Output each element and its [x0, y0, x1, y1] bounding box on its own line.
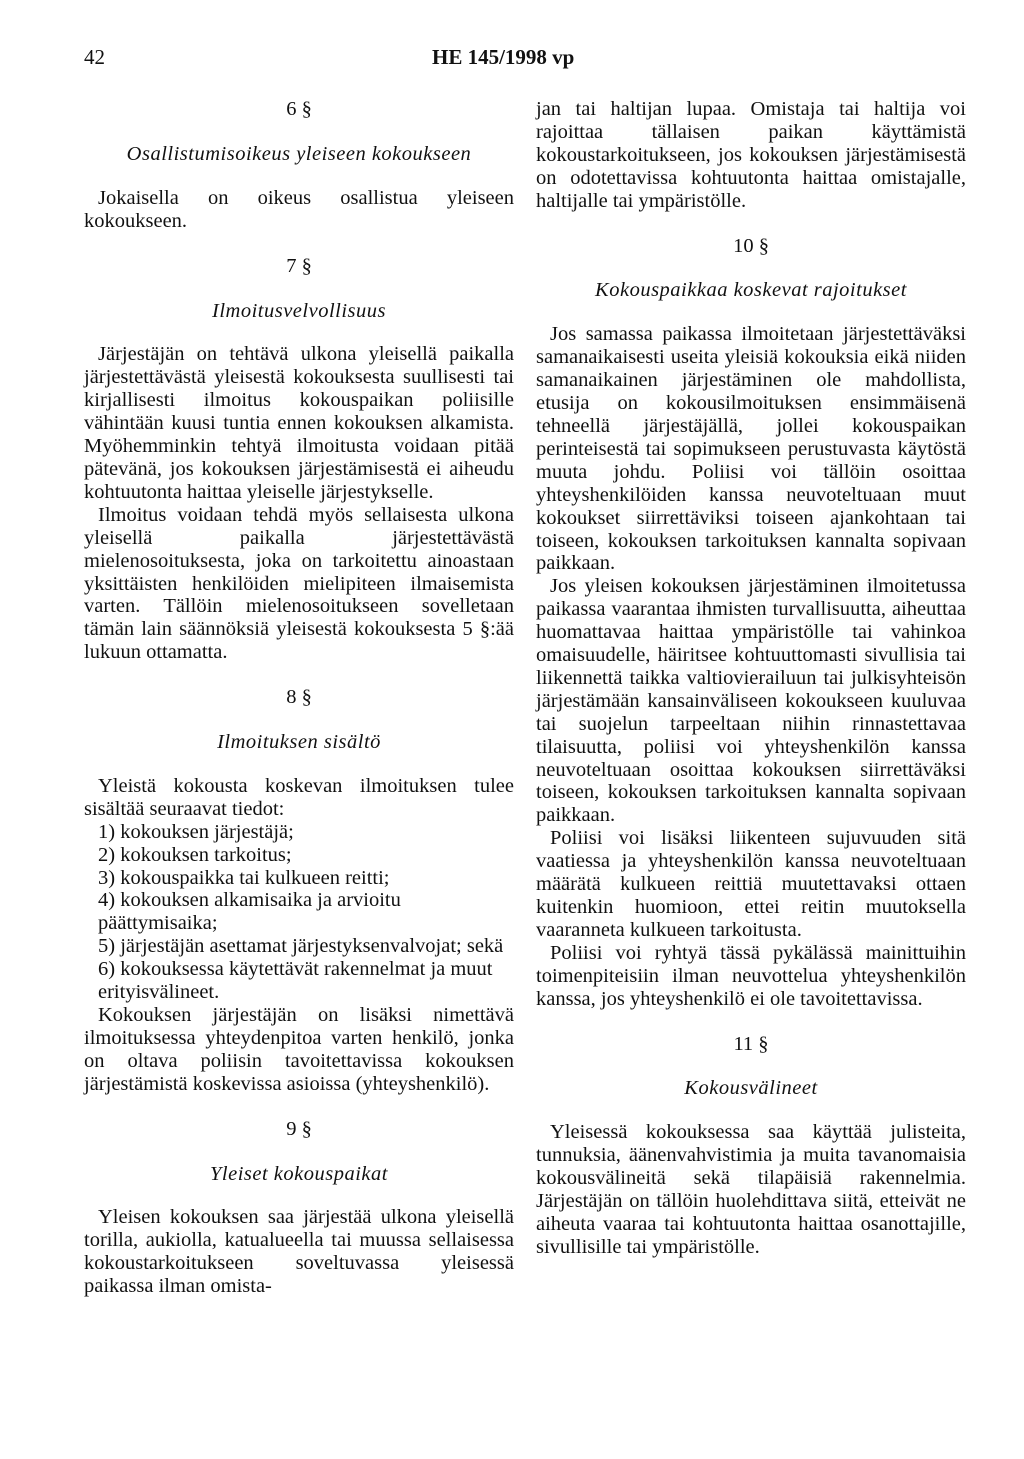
paragraph: Yleisessä kokouksessa saa käyttää julisteita, tunnuksia, äänenvahvistimia ja muita tavanomaisia kokousvälineitä sekä tilapäisiä rakennelmia. Järjestäjän on tällöin huolehdittava siitä, etteivät ne aiheuta vaaraa tai kohtuutonta haittaa osanottajille, sivullisille tai ympäristölle.: [536, 1121, 966, 1258]
list-item: 5) järjestäjän asettamat järjestyksenvalvojat; sekä: [98, 935, 504, 958]
list-item: 1) kokouksen järjestäjä;: [98, 820, 294, 843]
list-item: 2) kokouksen tarkoitus;: [98, 843, 292, 866]
list-item: 4) kokouksen alkamisaika ja arvioitu päättymisaika;: [98, 889, 401, 935]
section-number: 10 §: [733, 234, 769, 257]
paragraph: Jos samassa paikassa ilmoitetaan järjestettäväksi samanaikaisesti useita yleisiä kokouksia eikä niiden samanaikainen järjestäminen ole mahdollista, etusija on kokousilmoituksen ensimmäisenä tehneellä järjestäjällä, jollei kokouspaikan perinteisestä tai sopimukseen perustuvasta käytöstä muuta johdu. Poliisi voi tällöin osoittaa yhteyshenkilöiden kanssa neuvoteltuaan muut kokoukset siirrettäviksi toiseen ajankohtaan tai toiseen, kokouksen tarkoituksen kannalta sopivaan paikkaan.: [536, 323, 966, 575]
section-heading: Kokousvälineet: [684, 1077, 818, 1100]
paragraph: Poliisi voi lisäksi liikenteen sujuvuuden sitä vaatiessa ja yhteyshenkilön kanssa neuvoteltuaan määrätä kulkueen reittiä muutettavaksi ottaen kuitenkin huomioon, ettei reitin muutoksella vaaranneta kulkueen tarkoitusta.: [536, 827, 966, 941]
paragraph: Yleisen kokouksen saa järjestää ulkona yleisellä torilla, aukiolla, katualueella tai muussa sellaisessa kokoustarkoitukseen soveltuvassa yleisessä paikassa ilman omista-: [84, 1206, 514, 1298]
list-item: 6) kokouksessa käytettävät rakennelmat ja muut erityisvälineet.: [98, 958, 493, 1004]
section-9: [84, 1118, 514, 1298]
list-item: 3) kokouspaikka tai kulkueen reitti;: [98, 866, 390, 889]
page-number: 42: [84, 45, 105, 69]
right-column: [536, 98, 966, 1259]
paragraph: Yleistä kokousta koskevan ilmoituksen tulee sisältää seuraavat tiedot:: [84, 774, 514, 820]
paragraph-continued: jan tai haltijan lupaa. Omistaja tai haltija voi rajoittaa tällaisen paikan käyttämistä kokoustarkoitukseen, jos kokouksen järjestämisestä on odotettavissa kohtuutonta haittaa omistajalle, haltijalle tai ympäristölle.: [536, 98, 966, 212]
requirements-list: [84, 821, 514, 1004]
paragraph: Ilmoitus voidaan tehdä myös sellaisesta ulkona yleisellä paikalla järjestettävästä mielenosoituksesta, joka on tarkoitettu ainoastaan yksittäisten henkilöiden mielipiteen ilmaisemista varten. Tällöin mielenosoitukseen sovelletaan tämän lain säännöksiä yleisestä kokouksesta 5 §:ää lukuun ottamatta.: [84, 503, 514, 664]
section-number: 8 §: [286, 686, 312, 709]
section-number: 7 §: [286, 254, 312, 277]
section-heading: Ilmoituksen sisältö: [217, 731, 381, 754]
paragraph: Järjestäjän on tehtävä ulkona yleisellä paikalla järjestettävästä yleisestä kokouksesta suullisesti tai kirjallisesti ilmoitus kokouspaikan poliisille vähintään kuusi tuntia ennen kokouksen alkamista. Myöhemminkin tehtyä ilmoitusta voidaan pitää pätevänä, jos kokouksen järjestämisestä ei aiheudu kohtuutonta haittaa yleiselle järjestykselle.: [84, 343, 514, 503]
section-6: [84, 98, 514, 233]
section-number: 9 §: [286, 1117, 312, 1140]
paragraph: Poliisi voi ryhtyä tässä pykälässä mainittuihin toimenpiteisiin ilman neuvottelua yhteyshenkilön kanssa, jos yhteyshenkilö ei ole tavoitettavissa.: [536, 941, 966, 1010]
section-7: [84, 255, 514, 665]
section-number: 11 §: [733, 1032, 769, 1055]
paragraph: Kokouksen järjestäjän on lisäksi nimettävä ilmoituksessa yhteydenpitoa varten henkilö, jonka on oltava poliisin tavoitettavissa kokouksen järjestämistä koskevissa asioissa (yhteyshenkilö).: [84, 1004, 514, 1095]
paragraph: Jos yleisen kokouksen järjestäminen ilmoitetussa paikassa vaarantaa ihmisten turvallisuutta, aiheuttaa huomattavaa haittaa ympäristölle tai vahinkoa omaisuudelle, häiritsee kohtuuttomasti sivullisia tai liikennettä taikka valtiovierailuun tai julkisyhteisön järjestämään kansainväliseen kokoukseen kuuluvaa tai suojelun tarpeeltaan niihin rinnastettavaa tilaisuutta, poliisi voi yhteyshenkilön kanssa neuvoteltuaan osoittaa kokouksen siirrettäväksi toiseen, kokouksen tarkoituksen kannalta sopivaan paikkaan.: [536, 575, 966, 827]
section-10: [536, 235, 966, 1011]
section-heading: Osallistumisoikeus yleiseen kokoukseen: [126, 142, 472, 165]
section-heading: Kokouspaikkaa koskevat rajoitukset: [595, 279, 907, 302]
page-header: [0, 45, 1024, 77]
section-8: [84, 686, 514, 1096]
paragraph: Jokaisella on oikeus osallistua yleiseen kokoukseen.: [84, 186, 514, 232]
section-number: 6 §: [286, 98, 312, 120]
section-heading: Yleiset kokouspaikat: [210, 1162, 388, 1185]
section-11: [536, 1033, 966, 1259]
left-column: [84, 98, 514, 1298]
document-id: HE 145/1998 vp: [432, 45, 575, 69]
section-heading: Ilmoitusvelvollisuus: [212, 299, 386, 322]
